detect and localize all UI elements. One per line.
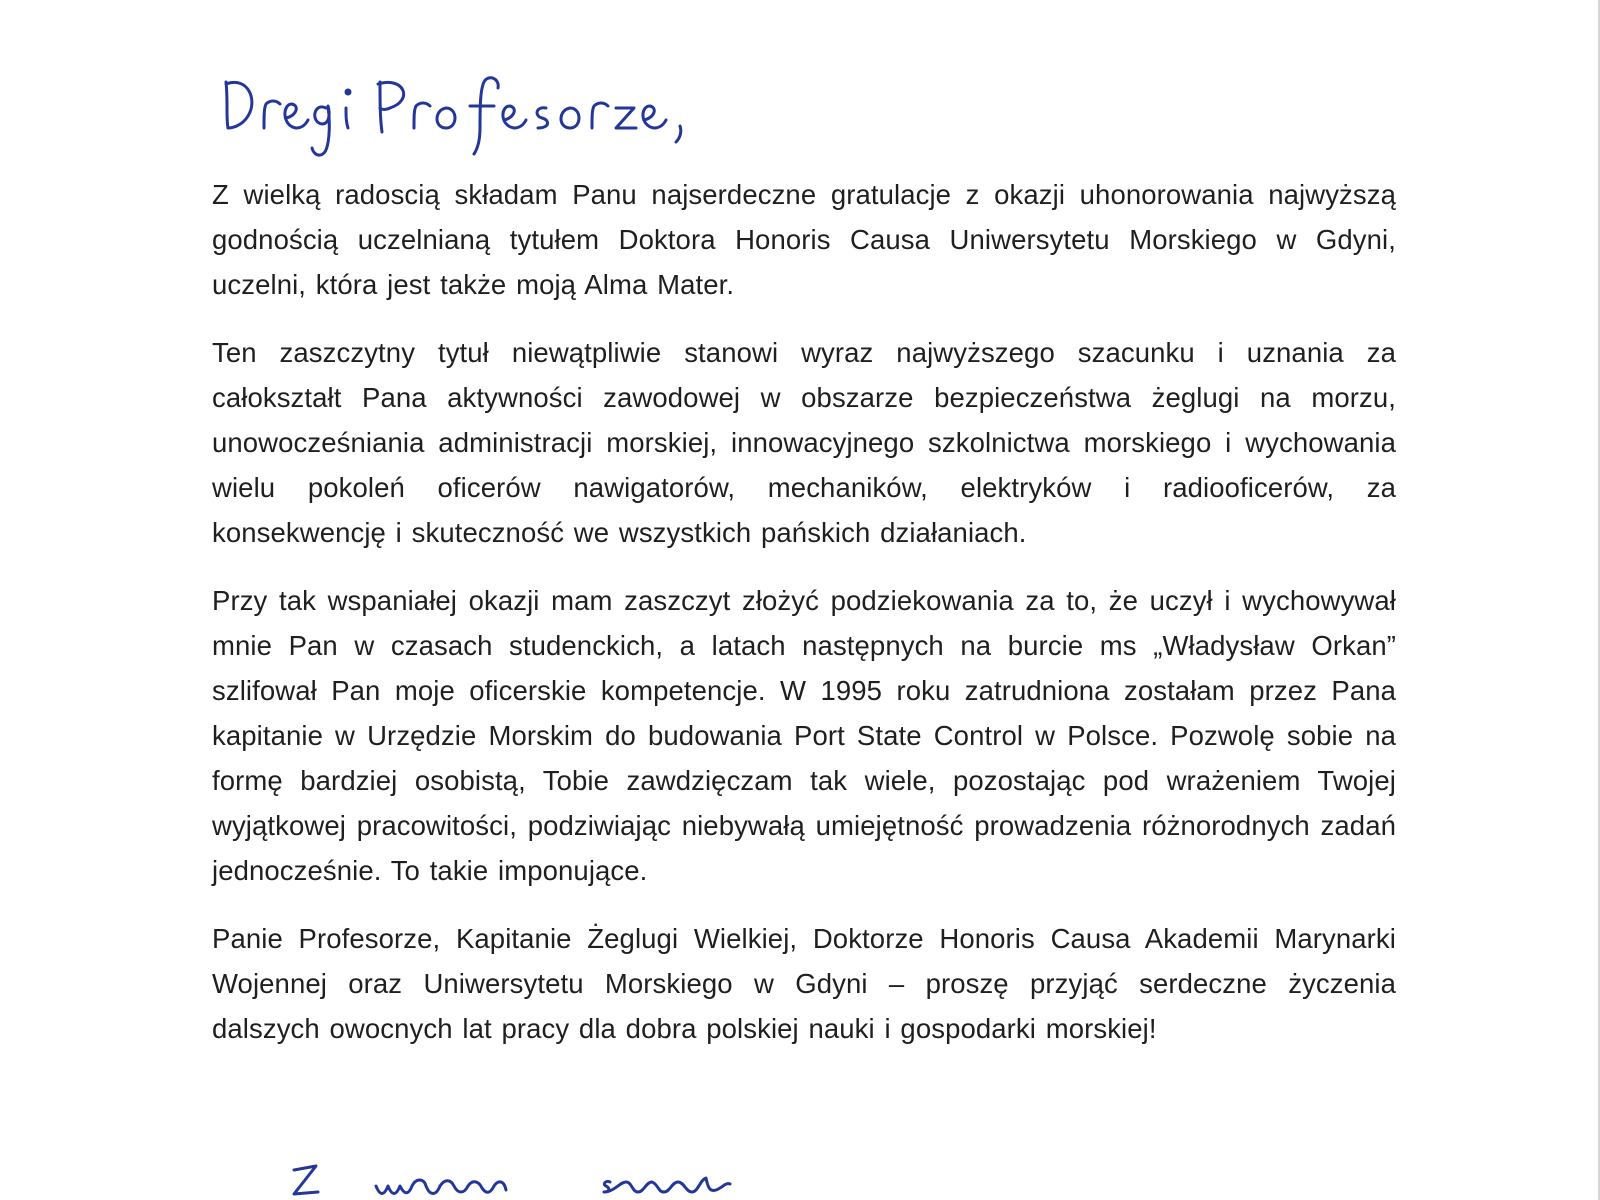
greeting-handwriting: [218, 70, 718, 160]
letter-body: [212, 172, 1396, 1074]
signature-handwriting: [280, 1160, 900, 1200]
paragraph-congratulations: Z wielką radoscią składam Panu najserdeczne gratulacje z okazji uhonorowania najwyższą godnością uczelnianą tytułem Doktora Honoris Causa Uniwersytetu Morskiego w Gdyni, uczelni, która jest także moją Alma Mater.: [212, 179, 1396, 300]
handwritten-signature: [280, 1160, 900, 1200]
paragraph-title-recognition: Ten zaszczytny tytuł niewątpliwie stanowi wyraz najwyższego szacunku i uznania za całokształt Pana aktywności zawodowej w obszarze bezpieczeństwa żeglugi na morzu, unowocześniania administracji morskiej, innowacyjnego szkolnictwa morskiego i wychowania wielu pokoleń oficerów nawigatorów, mechaników, elektryków i radiooficerów, za konsekwencję i skuteczność we wszystkich pańskich działaniach.: [212, 337, 1396, 548]
paragraph-personal-thanks: Przy tak wspaniałej okazji mam zaszczyt złożyć podziekowania za to, że uczył i wychowywał mnie Pan w czasach studenckich, a latach następnych na burcie ms „Władysław Orkan” szlifował Pan moje oficerskie kompetencje. W 1995 roku zatrudniona zostałam przez Pana kapitanie w Urzędzie Morskim do budowania Port State Control w Polsce. Pozwolę sobie na formę bardziej osobistą, Tobie zawdzięczam tak wiele, pozostając pod wrażeniem Twojej wyjątkowej pracowitości, podziwiając niebywałą umiejętność prowadzenia różnorodnych zadań jednocześnie. To takie imponujące.: [212, 585, 1396, 886]
handwritten-greeting: [218, 70, 718, 160]
paragraph-closing-wishes: Panie Profesorze, Kapitanie Żeglugi Wielkiej, Doktorze Honoris Causa Akademii Marynarki Wojennej oraz Uniwersytetu Morskiego w Gdyni – proszę przyjąć serdeczne życzenia dalszych owocnych lat pracy dla dobra polskiej nauki i gospodarki morskiej!: [212, 923, 1396, 1044]
